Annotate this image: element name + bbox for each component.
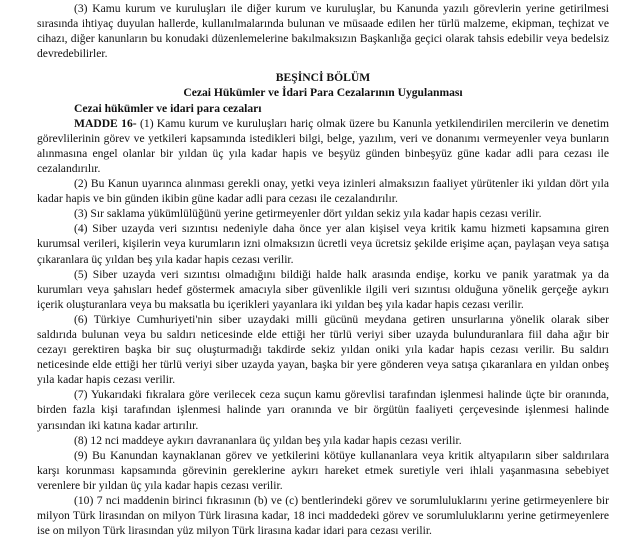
article-paragraph-1 [37,116,609,176]
article-paragraph: (9) Bu Kanundan kaynaklanan görev ve yetkilerini kötüye kullananlara veya kritik altyapıların siber saldırılara karşı korunması kapsamında görevinin gereklerine aykırı hareket etmek suretiyle veri ihlali yaşanmasına sebebiyet verenlere bir yıldan üç yıla kadar hapis cezası verilir. [37,448,609,492]
article-paragraph: (6) Türkiye Cumhuriyeti'nin siber uzaydaki milli gücünü meydana getiren unsurlarına yönelik olarak siber saldırıda bulunan veya bu saldırı neticesinde elde ettiği her türlü veriyi siber uzayda bulunduranlara fiil daha ağır bir cezayı gerektiren başka bir suç oluşturmadığı takdirde sekiz yıldan oniki yıla kadar hapis cezası verilir. Bu saldırı neticesinde elde ettiği her türlü veriyi siber uzayda yayan, başka bir yere gönderen veya satışa çıkaranlara en yıldan onbeş yıla kadar hapis cezası verilir. [37,312,609,387]
article-paragraph: (3) Sır saklama yükümlülüğünü yerine getirmeyenler dört yıldan sekiz yıla kadar hapis cezası verilir. [74,207,542,221]
article-paragraph-1-text: (1) Kamu kurum ve kuruluşları hariç olmak üzere bu Kanunla yetkilendirilen mercilerin ve denetim görevlilerinin görev ve yetkileri kapsamında istedikleri bilgi, belge, yazılım, veri ve donanımı vermeyenler veya bunların alınmasına engel olanlar bir yıldan üç yıla kadar hapis ve beşyüz günden binbeşyüz güne kadar adli para cezası ile cezalandırılır. [37,116,609,175]
article-paragraph: (4) Siber uzayda veri sızıntısı nedeniyle daha önce yer alan kişisel veya kritik kamu hizmeti kapsamına giren kurumsal verileri, kişilerin veya kurumların izni olmaksızın ücretli veya ücretsiz şekilde erişime açan, paylaşan veya satışa çıkaranlara üç yıldan beş yıla kadar hapis cezası verilir. [37,222,609,266]
intro-paragraph: (3) Kamu kurum ve kuruluşları ile diğer kurum ve kuruluşlar, bu Kanunda yazılı görevlerin yerine getirilmesi sırasında ihtiyaç duyulan hallerde, kullanılmalarında bulunan ve müsaade edilen her türlü malzeme, ekipman, teçhizat ve cihazı, diğer kanunların bu konudaki düzenlemelerine bakılmaksızın Başkanlığa geçici olarak tahsis edebilir veya bedelsiz devredebilirler. [37,2,609,61]
article-paragraph: (8) 12 nci maddeye aykırı davrananlara üç yıldan beş yıla kadar hapis cezası verilir. [74,433,462,447]
article-paragraph: (2) Bu Kanun uyarınca alınması gerekli onay, yetki veya izinleri almaksızın faaliyet yürütenler iki yıldan dört yıla kadar hapis ve bin günden ikibin güne kadar adli para cezası ile cezalandırılır. [37,177,609,206]
article-number: MADDE 16- [74,116,137,130]
chapter-heading: BEŞİNCİ BÖLÜM [275,71,371,85]
article-paragraph: (10) 7 nci maddenin birinci fıkrasının (b) ve (c) bentlerindeki görev ve sorumluluklarını yerine getirmeyenlere bir milyon Türk lirasından on milyon Türk lirasına kadar, 18 inci maddedeki görev ve sorumluluklarını yerine getirmeyenlere ise on milyon Türk lirasından yüz milyon Türk lirasına kadar idari para cezası verilir. [37,494,609,538]
section-title: Cezai Hükümler ve İdari Para Cezalarının Uygulanması [183,86,463,100]
article-paragraph: (5) Siber uzayda veri sızıntısı olmadığını bildiği halde halk arasında endişe, korku ve panik yaratmak ya da kurumları veya şahısları hedef göstermek amacıyla siber güvenlikle ilgili veri sızıntısı olduğuna yönelik gerçeğe aykırı içerik oluşturanlara veya bu maksatla bu içerikleri yayanlara iki yıldan beş yıla kadar hapis cezası verilir. [37,267,609,311]
article-subtitle: Cezai hükümler ve idari para cezaları [74,101,262,115]
article-paragraph: (7) Yukarıdaki fıkralara göre verilecek ceza suçun kamu görevlisi tarafından işlenmesi halinde üçte bir oranında, birden fazla kişi tarafından işlenmesi halinde yarı oranında ve bir örgütün faaliyeti çerçevesinde işlenmesi halinde yarısından iki katına kadar artırılır. [37,388,609,432]
